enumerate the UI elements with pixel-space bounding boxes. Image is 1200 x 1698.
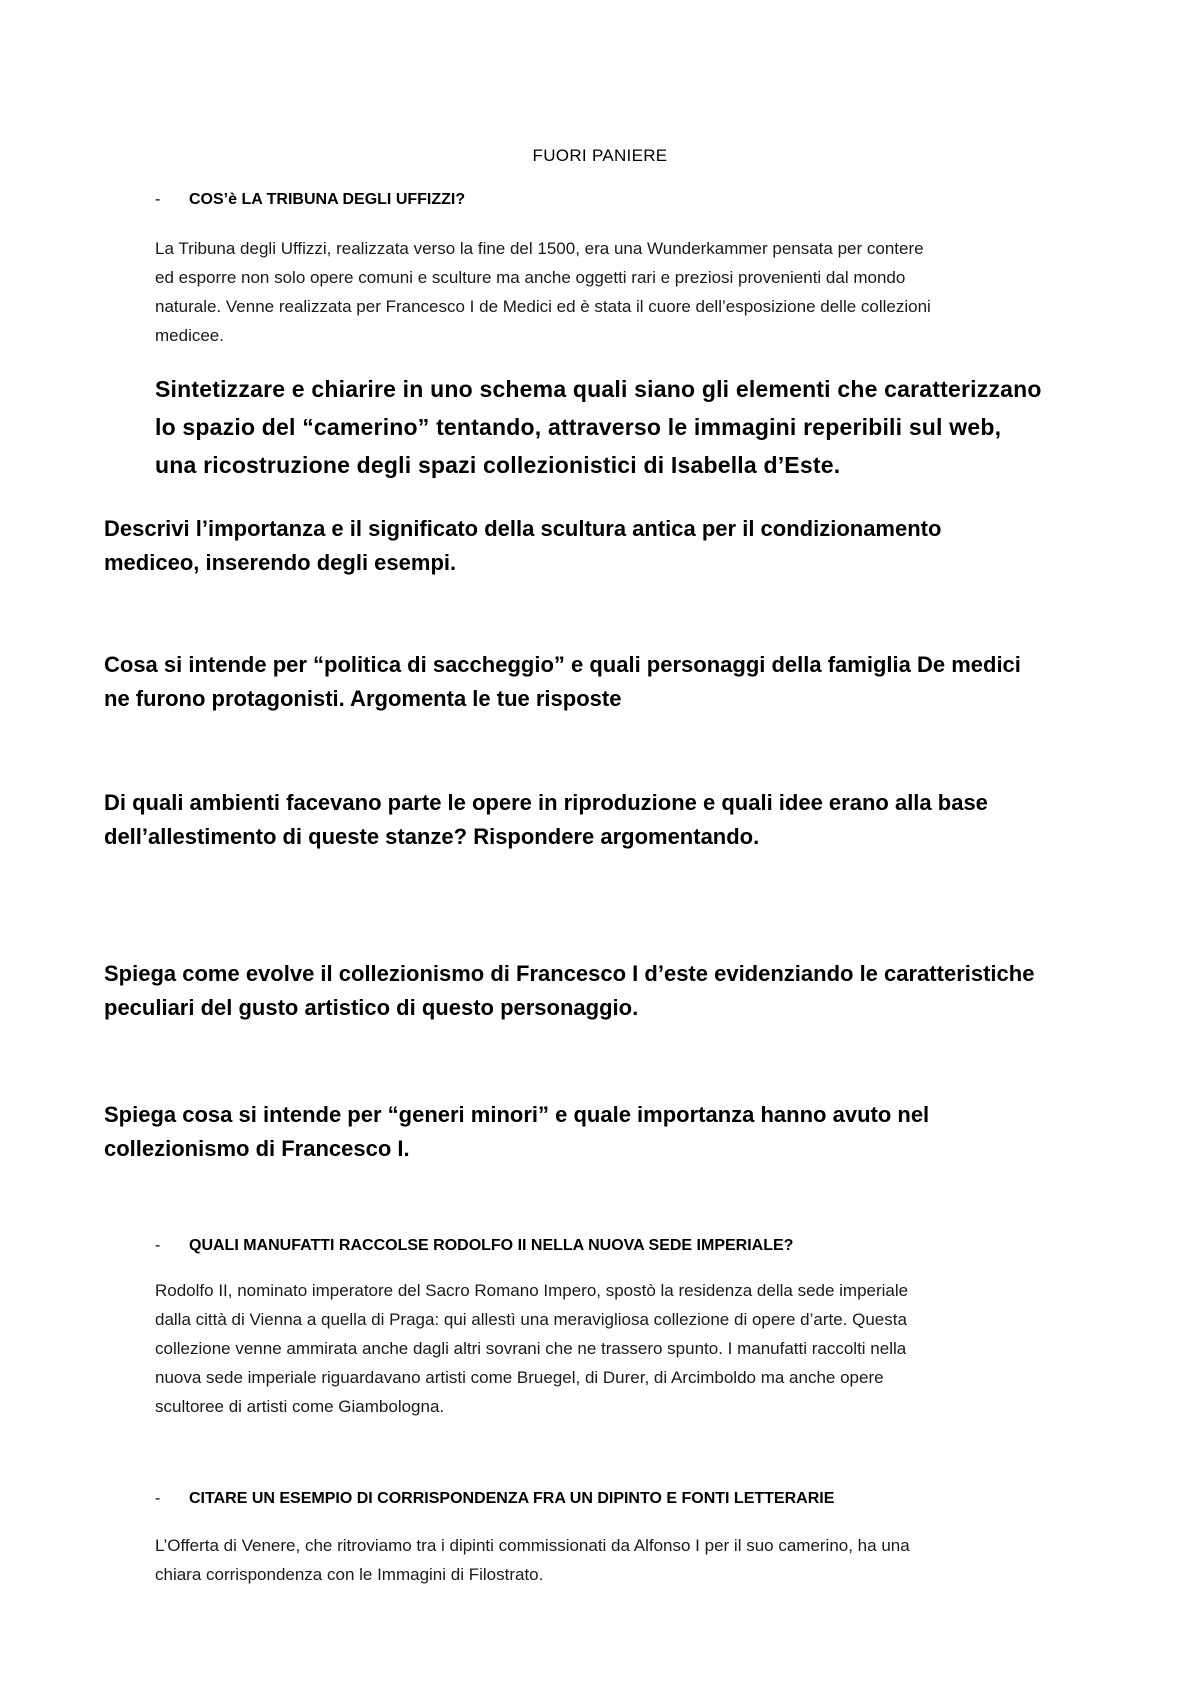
question-line: Spiega cosa si intende per “generi minori” e quale importanza hanno avuto nel [104,1102,930,1127]
paragraph-line: Rodolfo II, nominato imperatore del Sacro Romano Impero, spostò la residenza della sede imperiale [155,1281,909,1300]
question-line: lo spazio del “camerino” tentando, attraverso le immagini reperibili sul web, [155,414,1002,440]
question-line: Descrivi l’importanza e il significato della scultura antica per il condizionamento [104,516,942,541]
question-line: Di quali ambienti facevano parte le opere in riproduzione e quali idee erano alla base [104,790,988,815]
question-line: dell’allestimento di queste stanze? Rispondere argomentando. [104,824,760,849]
question-line: collezionismo di Francesco I. [104,1136,410,1161]
question-camerino [155,370,1042,484]
heading-text: CITARE UN ESEMPIO DI CORRISPONDENZA FRA UN DIPINTO E FONTI LETTERARIE [189,1490,835,1507]
question-line: Sintetizzare e chiarire in uno schema quali siano gli elementi che caratterizzano [155,376,1042,402]
paragraph-line: medicee. [155,326,224,345]
page-title: FUORI PANIERE [532,146,668,165]
paragraph-tribuna [155,234,1085,350]
paragraph-line: L’Offerta di Venere, che ritroviamo tra i dipinti commissionati da Alfonso I per il suo camerino, ha una [155,1536,910,1555]
bullet-dash: - [155,191,161,208]
bullet-dash: - [155,1490,161,1507]
paragraph-line: chiara corrispondenza con le Immagini di Filostrato. [155,1565,544,1584]
question-line: Spiega come evolve il collezionismo di Francesco I d’este evidenziando le caratteristiche [104,961,1035,986]
question-scultura-antica [104,512,941,580]
paragraph-rodolfo [155,1276,1085,1421]
question-collezionismo [104,957,1034,1025]
question-line: mediceo, inserendo degli esempi. [104,550,457,575]
heading-text: COS’è LA TRIBUNA DEGLI UFFIZZI? [189,191,466,208]
paragraph-line: ed esporre non solo opere comuni e sculture ma anche oggetti rari e preziosi provenienti dal mondo [155,268,906,287]
paragraph-line: scultoree di artisti come Giambologna. [155,1397,445,1416]
question-line: peculiari del gusto artistico di questo personaggio. [104,995,639,1020]
section-heading-tribuna [155,191,465,209]
paragraph-line: nuova sede imperiale riguardavano artisti come Bruegel, di Durer, di Arcimboldo ma anche opere [155,1368,884,1387]
bullet-dash: - [155,1237,161,1254]
question-generi-minori [104,1098,929,1166]
heading-text: QUALI MANUFATTI RACCOLSE RODOLFO II NELLA NUOVA SEDE IMPERIALE? [189,1237,794,1254]
question-saccheggio [104,648,1021,716]
question-line: una ricostruzione degli spazi collezionistici di Isabella d’Este. [155,452,841,478]
question-line: Cosa si intende per “politica di saccheggio” e quali personaggi della famiglia De medici [104,652,1021,677]
paragraph-corrispondenza [155,1531,1085,1589]
paragraph-line: collezione venne ammirata anche dagli altri sovrani che ne trassero spunto. I manufatti raccolti nella [155,1339,907,1358]
question-line: ne furono protagonisti. Argomenta le tue risposte [104,686,622,711]
paragraph-line: naturale. Venne realizzata per Francesco I de Medici ed è stata il cuore dell’esposizione delle collezioni [155,297,931,316]
question-ambienti [104,786,988,854]
paragraph-line: La Tribuna degli Uffizzi, realizzata verso la fine del 1500, era una Wunderkammer pensata per contere [155,239,924,258]
section-heading-corrispondenza [155,1490,834,1508]
section-heading-rodolfo [155,1237,793,1255]
paragraph-line: dalla città di Vienna a quella di Praga: qui allestì una meravigliosa collezione di opere d’arte. Questa [155,1310,907,1329]
